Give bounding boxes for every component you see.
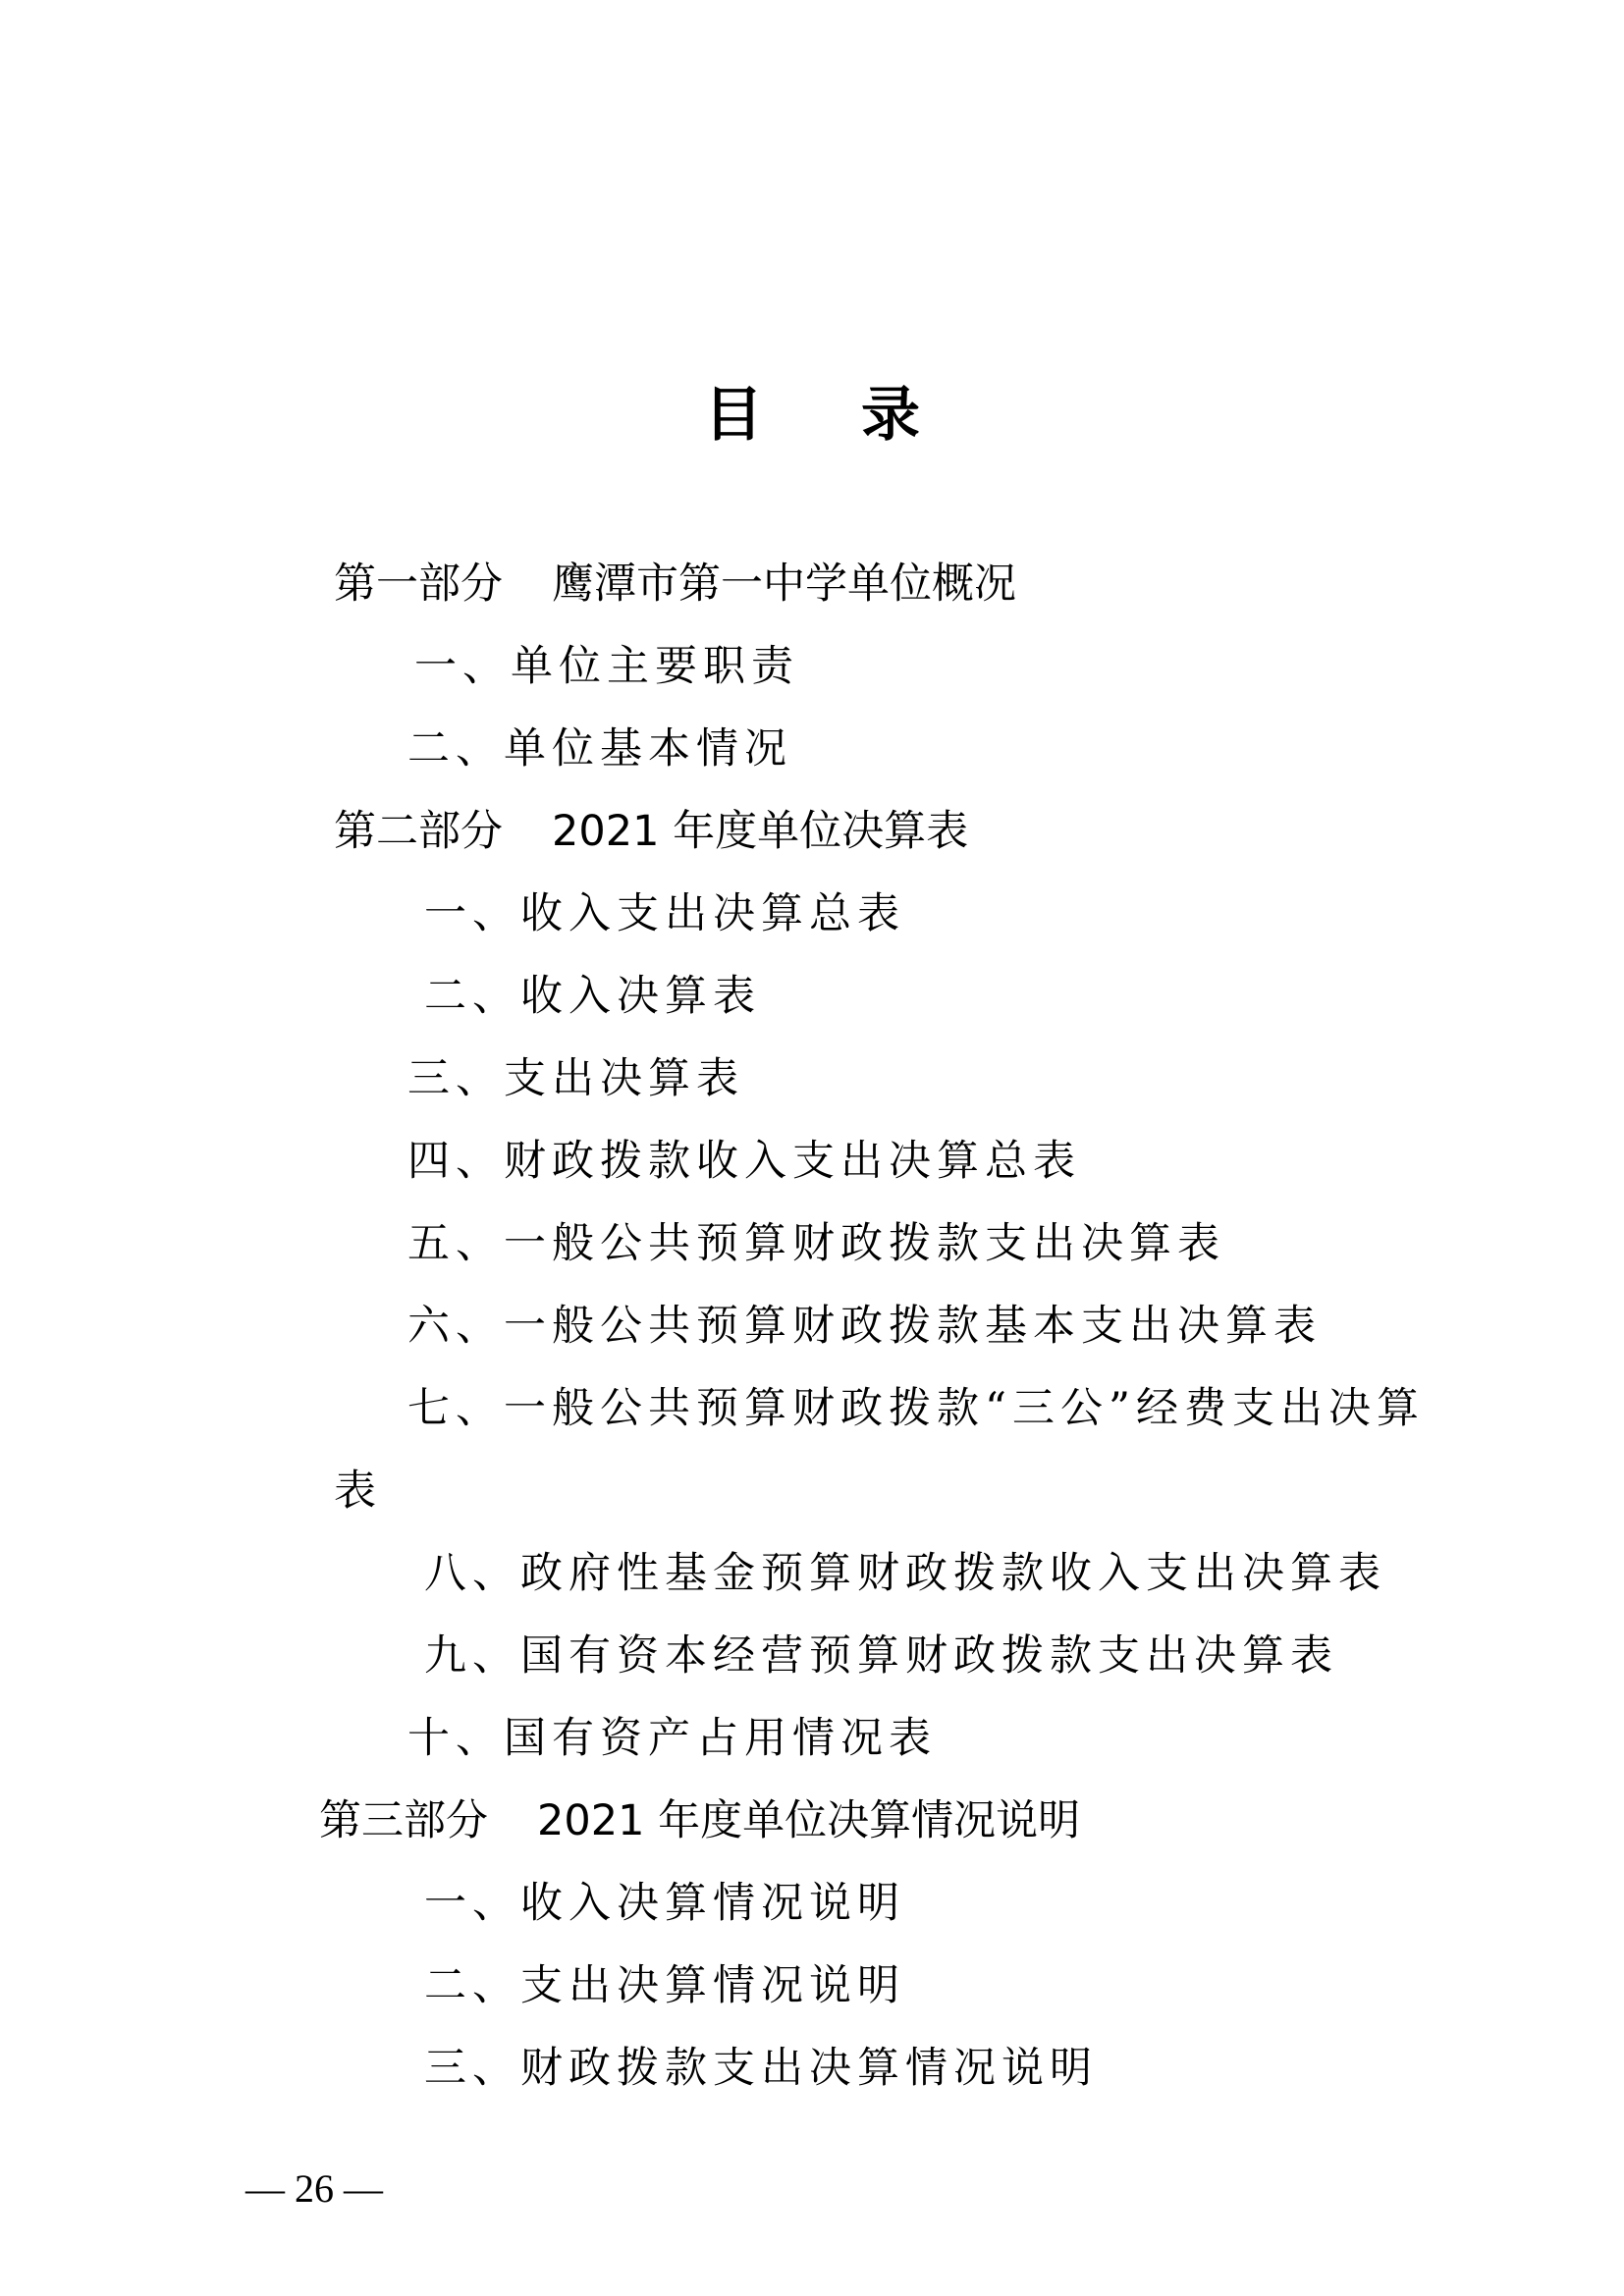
page-number: — 26 — [245,2166,383,2211]
toc-part-text: 2021 年度单位决算表 [552,807,969,856]
toc-item[interactable]: 八、政府性基金预算财政拨款收入支出决算表 [424,1549,1386,1598]
toc-part-2[interactable] [334,802,968,861]
toc-item-continuation[interactable]: 表 [334,1467,382,1516]
toc-part-text: 鹰潭市第一中学单位概况 [552,560,1016,609]
toc-part-label: 第二部分 [334,807,503,856]
toc-item[interactable]: 七、一般公共预算财政拨款“三公”经费支出决算 [407,1384,1425,1433]
toc-item[interactable]: 二、收入决算表 [424,972,761,1021]
toc-item[interactable]: 四、财政拨款收入支出决算总表 [407,1137,1081,1186]
toc-item[interactable]: 十、国有资产占用情况表 [407,1714,937,1763]
toc-item[interactable]: 三、支出决算表 [407,1054,744,1103]
toc-part-3[interactable] [319,1791,1080,1850]
page-title: 目录 [704,381,1018,450]
toc-part-label: 第一部分 [334,560,503,609]
toc-item[interactable]: 九、国有资本经营预算财政拨款支出决算表 [424,1631,1338,1681]
toc-item[interactable]: 三、财政拨款支出决算情况说明 [424,2044,1098,2093]
toc-part-1[interactable] [334,555,1016,614]
toc-item[interactable]: 一、收入决算情况说明 [424,1879,905,1928]
toc-item[interactable]: 五、一般公共预算财政拨款支出决算表 [407,1219,1225,1268]
toc-part-label: 第三部分 [319,1796,488,1845]
toc-item[interactable]: 六、一般公共预算财政拨款基本支出决算表 [407,1302,1322,1351]
toc-item[interactable]: 二、单位基本情况 [407,724,792,774]
toc-part-text: 2021 年度单位决算情况说明 [537,1796,1081,1845]
toc-item[interactable]: 一、单位主要职责 [414,642,799,691]
toc-item[interactable]: 一、收入支出决算总表 [424,889,905,938]
toc-item[interactable]: 二、支出决算情况说明 [424,1961,905,2010]
